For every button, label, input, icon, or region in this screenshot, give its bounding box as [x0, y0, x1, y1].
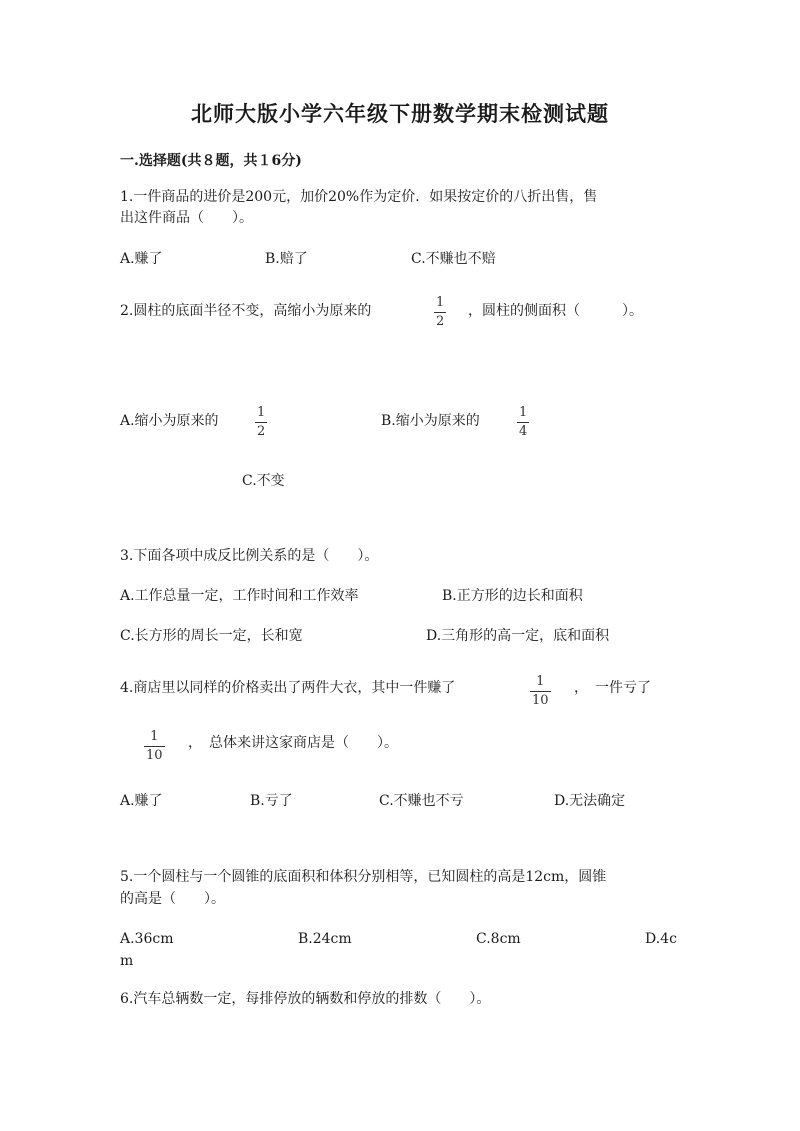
q4-mid: ， 一件亏了 — [574, 680, 651, 696]
q5-option-d-wrap: m — [120, 953, 134, 969]
q4-option-d[interactable]: D.无法确定 — [554, 793, 626, 809]
q1-line2: 出这件商品（ ）。 — [120, 210, 253, 226]
page-title: 北师大版小学六年级下册数学期末检测试题 — [191, 101, 609, 126]
q2-tail: ，圆柱的侧面积（ ）。 — [468, 303, 643, 319]
q2-option-c[interactable]: C.不变 — [242, 473, 285, 489]
q5-option-c[interactable]: C.8cm — [476, 931, 521, 947]
q4-fraction-1-numerator: 1 — [536, 674, 545, 689]
q2-fraction-numerator: 1 — [436, 295, 445, 310]
q1-option-a[interactable]: A.赚了 — [120, 251, 163, 267]
q4-fraction-2-numerator: 1 — [150, 729, 159, 744]
q2-fraction-denominator: 2 — [436, 314, 445, 329]
q3-option-d[interactable]: D.三角形的高一定，底和面积 — [426, 628, 610, 644]
q1-option-b[interactable]: B.赔了 — [265, 251, 308, 267]
q2-option-a-denominator: 2 — [257, 424, 266, 439]
q5-line1: 5.一个圆柱与一个圆锥的底面积和体积分别相等，已知圆柱的高是12cm，圆锥 — [120, 869, 607, 885]
q3-option-c[interactable]: C.长方形的周长一定，长和宽 — [120, 628, 303, 644]
q2-option-a-numerator: 1 — [257, 405, 266, 420]
fraction-bar — [144, 746, 165, 747]
q4-fraction-2 — [144, 730, 165, 763]
q5-line2: 的高是（ ）。 — [120, 891, 225, 907]
q5-option-a[interactable]: A.36cm — [120, 931, 174, 947]
q4-option-c[interactable]: C.不赚也不亏 — [379, 793, 464, 809]
q1-option-c[interactable]: C.不赚也不赔 — [411, 251, 496, 267]
q4-fraction-2-denominator: 10 — [146, 748, 163, 763]
fraction-bar — [434, 312, 446, 313]
q4-fraction-1-denominator: 10 — [532, 693, 549, 708]
q4-tail: ， 总体来讲这家商店是（ ）。 — [188, 735, 398, 751]
q4-option-a[interactable]: A.赚了 — [120, 793, 163, 809]
fraction-bar — [255, 422, 267, 423]
q4-text: 4.商店里以同样的价格卖出了两件大衣，其中一件赚了 — [120, 680, 456, 696]
q2-option-b-denominator: 4 — [519, 424, 528, 439]
q2-fraction — [434, 296, 446, 329]
q1-line1: 1.一件商品的进价是200元，加价20%作为定价．如果按定价的八折出售，售 — [120, 189, 598, 205]
q2-option-b[interactable]: B.缩小为原来的 — [381, 413, 480, 429]
q3-option-b[interactable]: B.正方形的边长和面积 — [442, 588, 583, 604]
q2-option-b-fraction — [517, 406, 529, 439]
q2-text: 2.圆柱的底面半径不变，高缩小为原来的 — [120, 303, 372, 319]
q5-option-b[interactable]: B.24cm — [298, 931, 352, 947]
q4-fraction-1 — [530, 675, 551, 708]
q3-text: 3.下面各项中成反比例关系的是（ ）。 — [120, 548, 379, 564]
q2-option-a-fraction — [255, 406, 267, 439]
q3-option-a[interactable]: A.工作总量一定，工作时间和工作效率 — [120, 588, 359, 604]
q6-text: 6.汽车总辆数一定，每排停放的辆数和停放的排数（ ）。 — [120, 991, 491, 1007]
q2-option-a[interactable]: A.缩小为原来的 — [120, 413, 219, 429]
q2-option-b-numerator: 1 — [519, 405, 528, 420]
q5-option-d[interactable]: D.4c — [645, 931, 677, 947]
fraction-bar — [517, 422, 529, 423]
fraction-bar — [530, 691, 551, 692]
q4-option-b[interactable]: B.亏了 — [250, 793, 293, 809]
section-heading: 一.选择题(共８题，共１6分) — [120, 153, 302, 169]
